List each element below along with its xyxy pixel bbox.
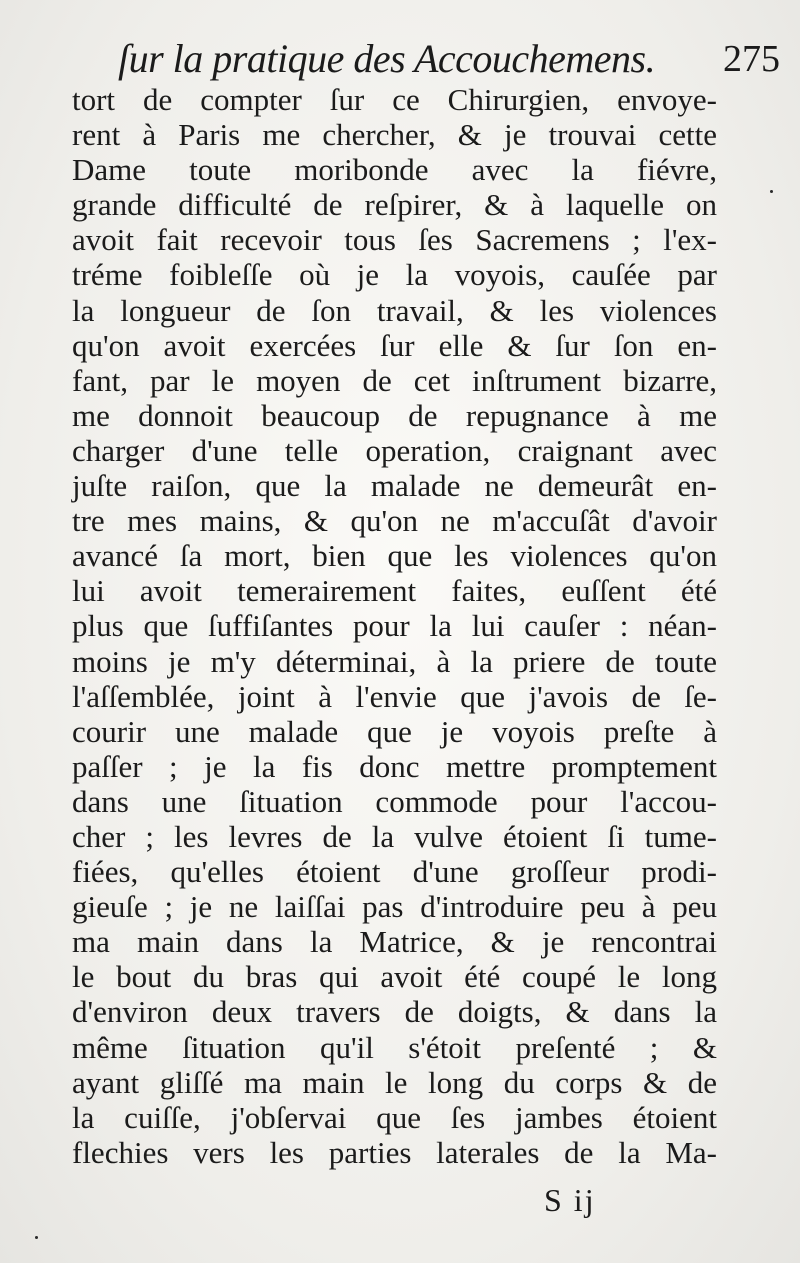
text-line: gieuſe ; je ne laiſſai pas d'introduire peu à peu [72, 889, 717, 925]
page-number: 275 [723, 38, 780, 80]
text-line: juſte raiſon, que la malade ne demeurât en- [72, 468, 717, 504]
text-line: Dame toute moribonde avec la fiévre, [72, 152, 717, 188]
text-line: tréme foibleſſe où je la voyois, cauſée par [72, 257, 717, 293]
text-line: me donnoit beaucoup de repugnance à me [72, 397, 717, 433]
ink-speck [770, 190, 773, 193]
text-line: plus que ſuffiſantes pour la lui cauſer : néan- [72, 608, 717, 644]
ink-speck [35, 1236, 38, 1239]
text-line: charger d'une telle operation, craignant avec [72, 432, 717, 468]
text-line: la cuiſſe, j'obſervai que ſes jambes étoient [72, 1099, 717, 1135]
text-line: cher ; les levres de la vulve étoient ſi tume- [72, 818, 717, 854]
text-line: fant, par le moyen de cet inſtrument bizarre, [72, 362, 717, 398]
signature-mark: S ij [544, 1182, 596, 1218]
text-line: flechies vers les parties laterales de la Ma- [72, 1134, 717, 1170]
text-line: le bout du bras qui avoit été coupé le long [72, 959, 717, 995]
text-line: ma main dans la Matrice, & je rencontrai [72, 924, 717, 960]
page-header [118, 34, 790, 84]
text-line: courir une malade que je voyois preſte à [72, 713, 717, 749]
text-line: grande difficulté de reſpirer, & à laquelle on [72, 187, 717, 223]
text-line: avancé ſa mort, bien que les violences qu'on [72, 538, 717, 574]
running-title: ſur la pratique des Accouchemens. [118, 36, 656, 81]
text-line: tort de compter ſur ce Chirurgien, envoye- [72, 82, 717, 117]
text-line: avoit fait recevoir tous ſes Sacremens ; l'ex- [72, 222, 717, 258]
text-line: tre mes mains, & qu'on ne m'accuſât d'avoir [72, 503, 717, 539]
text-line: qu'on avoit exercées ſur elle & ſur ſon en- [72, 327, 717, 363]
text-line: rent à Paris me chercher, & je trouvai cette [72, 117, 717, 153]
text-line: d'environ deux travers de doigts, & dans la [72, 994, 717, 1030]
body-text [72, 82, 717, 1170]
text-line: moins je m'y déterminai, à la priere de toute [72, 643, 717, 679]
text-line: lui avoit temerairement faites, euſſent été [72, 573, 717, 609]
text-line: la longueur de ſon travail, & les violences [72, 292, 717, 328]
text-line: paſſer ; je la fis donc mettre promptement [72, 748, 717, 784]
text-line: fiées, qu'elles étoient d'une groſſeur prodi- [72, 854, 717, 890]
text-line: ayant gliſſé ma main le long du corps & de [72, 1064, 717, 1100]
text-line: l'aſſemblée, joint à l'envie que j'avois de ſe- [72, 678, 717, 714]
text-line: dans une ſituation commode pour l'accou- [72, 783, 717, 819]
text-line: même ſituation qu'il s'étoit preſenté ; & [72, 1029, 717, 1065]
